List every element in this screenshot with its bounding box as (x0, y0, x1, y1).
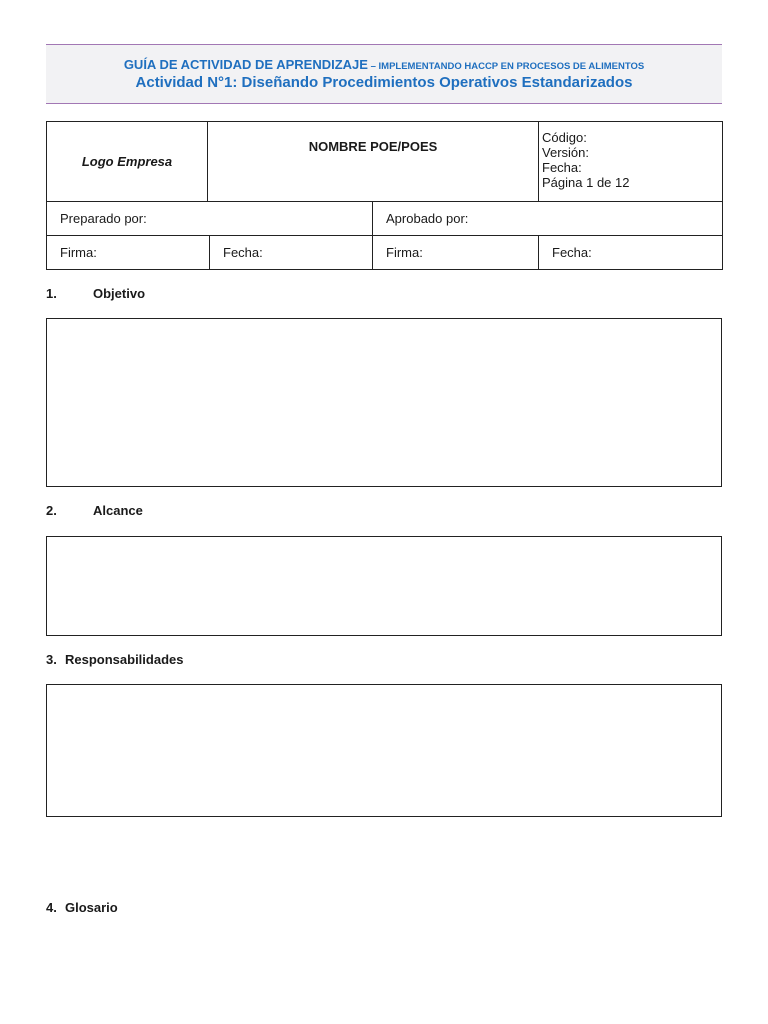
approved-by-field: Aprobado por: (373, 202, 723, 236)
procedure-name: NOMBRE POE/POES (208, 122, 539, 202)
section-number: 2. (46, 503, 57, 518)
guide-title-main: GUÍA DE ACTIVIDAD DE APRENDIZAJE (123, 57, 368, 72)
company-logo-placeholder: Logo Empresa (47, 122, 208, 202)
section-title: Responsabilidades (65, 652, 184, 667)
document-metadata (539, 122, 723, 202)
section-number: 1. (46, 286, 57, 301)
page-label: Página 1 de 12 (542, 175, 630, 190)
prepared-date-field: Fecha: (210, 236, 373, 270)
prepared-by-field: Preparado por: (47, 202, 373, 236)
activity-title: Actividad N°1: Diseñando Procedimientos Operativos Estandarizados (135, 74, 633, 91)
guide-title-sub: – IMPLEMENTANDO HACCP EN PROCESOS DE ALIMENTOS (367, 61, 645, 72)
responsibilities-content-box (46, 684, 722, 817)
code-label: Código: (542, 130, 587, 145)
guide-title (46, 57, 722, 72)
approved-date-field: Fecha: (539, 236, 723, 270)
document-header (46, 44, 722, 104)
section-number: 4. (46, 900, 57, 915)
prepared-signature-field: Firma: (47, 236, 210, 270)
section-heading-objective (46, 286, 145, 301)
version-label: Versión: (542, 145, 589, 160)
section-number: 3. (46, 652, 57, 667)
section-heading-glossary (46, 900, 118, 915)
section-heading-scope (46, 503, 143, 518)
section-title: Objetivo (93, 286, 146, 301)
section-title: Glosario (65, 900, 118, 915)
procedure-info-table (46, 121, 723, 270)
approved-signature-field: Firma: (373, 236, 539, 270)
section-title: Alcance (93, 503, 143, 518)
section-heading-responsibilities (46, 652, 183, 667)
date-label: Fecha: (542, 160, 582, 175)
scope-content-box (46, 536, 722, 636)
objective-content-box (46, 318, 722, 487)
